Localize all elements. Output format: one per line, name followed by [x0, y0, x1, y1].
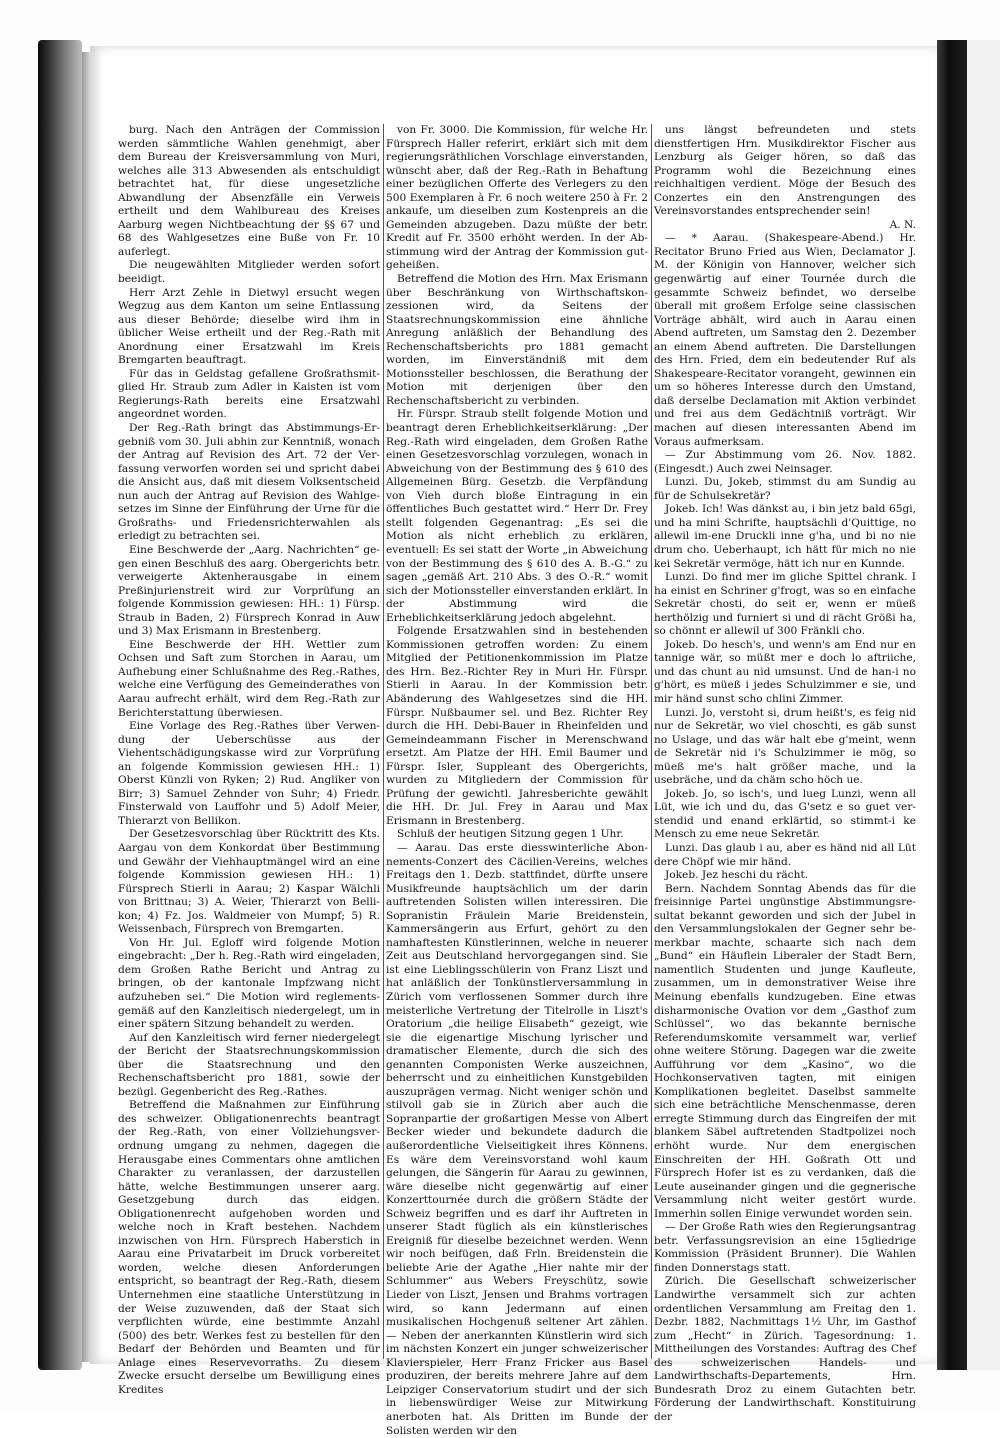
book-binding-right [937, 40, 967, 1370]
paragraph: Eine Beschwerde der HH. Wettler zum Ochsen und Saft zum Storchen in Aarau, um Aufhebung einer Schlußnahme des Reg.-Rathes, welche eine Verfügung des Gemeinderathes von Aarau aufrecht erhält, wird dem Reg.-Rath zur Berichterstattung überwiesen. [118, 638, 380, 719]
paragraph: Der Reg.-Rath bringt das Abstimmungs-Ergebniß vom 30. Juli abhin zur Kenntniß, wonach der Antrag auf Revision des Art. 72 der Verfassung verworfen worden sei und spricht dabei die Ansicht aus, daß mit diesem Volksentscheid nun auch der Antrag auf Revision des Wahlgesetzes im Sinne der Einführung der Urne für die Großraths- und Friedensrichterwahlen als erledigt zu betrachten sei. [118, 422, 380, 543]
newspaper-page [90, 46, 937, 1437]
paragraph: Herr Arzt Zehle in Dietwyl ersucht wegen Wegzug aus dem Kanton um seine Entlassung aus dieser Behörde; dieselbe wird ihm in üblicher Weise ertheilt und der Reg.-Rath mit Anordnung einer Ersatzwahl im Kreis Bremgarten beauftragt. [118, 286, 380, 367]
paragraph: Betreffend die Maßnahmen zur Einführung des schweizer. Obligationenrechts beantragt der Reg.-Rath, von einer Vollziehungsverordnung umgang zu nehmen, dagegen die Herausgabe eines Commentars ohne amtlichen Charakter zu veranlassen, der darzustellen hätte, welche Bestimmungen unserer aarg. Gesetzgebung durch das eidgen. Obligationenrecht aufgehoben worden und welche noch in Kraft bestehen. Nachdem inzwischen von Hrn. Fürsprech Haberstich in Aarau eine Privatarbeit im Druck vorbereitet worden, welche diesen Anforderungen entspricht, so beantragt der Reg.-Rath, diesem Unternehmen eine staatliche Unterstützung in der Weise zuzuwenden, daß der Staat sich verpflichten würde, eine bestimmte Anzahl (500) des betr. Werkes fest zu bestellen für den Bedarf der Behörden und Beamten und für Anlage eines Reservevorraths. Zu diesem Zwecke ersucht derselbe um Bewilligung eines Kredites [118, 1099, 380, 1396]
book-gutter-strip [82, 52, 90, 1362]
paragraph: burg. Nach den Anträgen der Commission werden sämmtliche Wahlen genehmigt, aber dem Bureau der Kreisversammlung von Muri, welches alle 313 Abwesenden als entschuldigt betrachtet hat, für diese ungesetzliche Abwandlung der Absenzfälle ein Verweis ertheilt und dem Wahlbureau des Kreises Aarburg wegen Nichtbeachtung der §§ 67 und 68 des Wahlgesetzes eine Buße von Fr. 10 auferlegt. [118, 124, 380, 258]
column-divider [651, 124, 652, 1359]
text-columns [118, 124, 930, 1437]
paragraph: Zürich. Die Gesellschaft schweizerischer Landwirthe versammelt sich zur achten ordentlichen Versammlung am Freitag den 1. Dezbr. 1882, Nachmittags 1½ Uhr, im Gasthof zum „Hecht“ in Zürich. Tagesordnung: 1. Mittheilungen des Vorstandes: Auftrag des Chef des schweizerischen Handels- und Landwirthschafts-Departements, Hrn. Bundesrath Droz zu einem Gutachten betr. Förderung der Landwirthschaft. Konstituirung der [654, 1275, 916, 1423]
next-page-edge [967, 40, 1000, 1370]
dialogue-line: Jokeb. Jez heschi du rächt. [665, 869, 809, 882]
paragraph: Eine Vorlage des Reg.-Rathes über Verwendung der Ueberschüsse aus der Viehentschädigungskasse wird zur Vorprüfung an folgende Kommission gewiesen HH.: 1) Oberst Künzli von Ryken; 2) Rud. Angliker von Birr; 3) Samuel Zehnder von Suhr; 4) Friedr. Finsterwald von Lauffohr und 5) Adolf Meier, Thierarzt von Bellikon. [118, 720, 380, 827]
paragraph: Der Gesetzesvorschlag über Rücktritt des Kts. Aargau von dem Konkordat über Bestimmung und Gewähr der Viehhauptmängel wird an eine folgende Kommission gewiesen HH.: 1) Fürsprech Stierli in Aarau; 2) Kaspar Wälchli von Brittnau; 3) A. Weier, Thierarzt von Bellikon; 4) Fz. Jos. Waldmeier von Mumpf; 5) R. Weissenbach, Fürsprech von Bremgarten. [118, 828, 380, 936]
column-3 [654, 124, 916, 1423]
dialogue-line: Jokeb. Ich! Was dänkst au, i bin jetz bald 65gi, und ha mini Schrifte, hauptsächli d'Quittige, no allewil im-ene Druckli inne g'ha, und bi no nie drum cho. Ueberhaupt, ich hätt für mich no nie kei Sekretär vermöge, hätt ich nur en Kunnde. [654, 503, 916, 570]
paragraph: Für das in Geldstag gefallene Großrathsmitglied Hr. Straub zum Adler in Kaisten ist vom Regierungs-Rath bereits eine Ersatzwahl angeordnet worden. [118, 367, 380, 421]
paragraph: Auf den Kanzleitisch wird ferner niedergelegt der Bericht der Staatsrechnungskommission über die Staatsrechnung und den Rechenschaftsbericht pro 1881, sowie der bezügl. Gegenbericht des Reg.-Rathes. [118, 1031, 380, 1098]
column-1 [118, 124, 380, 1396]
paragraph: Die neugewählten Mitglieder werden sofort beeidigt. [118, 259, 380, 286]
signature-initials: A. N. [889, 218, 916, 231]
paragraph: — Der Große Rath wies den Regierungsantrag betr. Verfassungsrevision an eine 15gliedrige Kommission (Präsident Brunner). Die Wahlen finden Donnerstags statt. [654, 1221, 916, 1274]
paragraph: Schluß der heutigen Sitzung gegen 1 Uhr. [397, 828, 624, 841]
paragraph: von Fr. 3000. Die Kommission, für welche Hr. Fürsprech Haller referirt, erklärt sich mit dem regierungsräthlichen Vorschlage einverstanden, wünscht aber, daß der Reg.-Rath in Behaftung einer bezüglichen Offerte des Verlegers zu den 500 Exemplaren à Fr. 6 noch weitere 250 à Fr. 2 ankaufe, um dieselben zum Kostenpreis an die Gemeinden abzugeben. Dazu müßte der betr. Kredit auf Fr. 3500 erhöht werden. In der Abstimmung wird der Antrag der Kommission gutgeheißen. [386, 124, 648, 272]
paragraph: — * Aarau. (Shakespeare-Abend.) Hr. Recitator Bruno Fried aus Wien, Declamator J. M. der Königin von Hannover, welcher sich gegenwärtig auf einer Tournée durch die gesammte Schweiz befindet, wo derselbe überall mit großem Erfolge seine classischen Vorträge abhält, wird auch in Aarau einen Abend auftreten, um Samstag den 2. Dezember an einem Abend auftreten. Die Darstellungen des Hrn. Fried, dem ein bedeutender Ruf als Shakespeare-Recitator vorangeht, gewinnen ein um so höheres Interesse durch den Umstand, daß derselbe Declamation mit Aktion verbindet und frei aus dem Gedächtniß vorträgt. Wir machen auf diesen interessanten Abend im Voraus aufmerksam. [654, 232, 916, 448]
dialogue-line: Lunzi. Das glaub i au, aber es händ nid all Lüt dere Chöpf wie mir händ. [654, 841, 916, 868]
book-binding-left [38, 40, 82, 1370]
paragraph: Von Hr. Jul. Egloff wird folgende Motion eingebracht: „Der h. Reg.-Rath wird eingeladen, dem Großen Rathe Bericht und Antrag zu bringen, ob der kantonale Impfzwang nicht aufzuheben sei.“ Die Motion wird reglementsgemäß auf den Kanzleitisch niedergelegt, um in einer spätern Sitzung behandelt zu werden. [118, 936, 380, 1031]
paragraph: Bern. Nachdem Sonntag Abends das für die freisinnige Partei ungünstige Abstimmungsresultat bekannt geworden und sich der Jubel in den Versammlungslokalen der Gegner sehr bemerkbar machte, schaarte sich nach dem „Bund“ ein Häuflein Liberaler der Stadt Bern, namentlich Studenten und junge Kaufleute, zusammen, um in demonstrativer Weise ihre Meinung ebenfalls kundzugeben. Eine etwas disharmonische Ovation vor dem „Gasthof zum Schlüssel“, wo das bekannte bernische Referendumskomite versammelt war, verlief ohne weitere Störung. Dagegen war die zweite Aufführung vor dem „Kasino“, wo die Hochkonservativen tagten, mit einigen Komplikationen begleitet. Daselbst sammelte sich eine beträchtliche Menschenmasse, deren erregte Stimmung durch das Eingreifen der mit blankem Säbel auftretenden Stadtpolizei noch erhöht wurde. Nur dem energischen Einschreiten der HH. Goßrath Ott und Fürsprech Hofer ist es zu verdanken, daß die Leute auseinander gingen und die gegnerische Versammlung nicht weiter gestört wurde. Immerhin sollen Einige verwundet worden sein. [654, 882, 916, 1220]
paragraph: Eine Beschwerde der „Aarg. Nachrichten“ gegen einen Beschluß des aarg. Obergerichts betr. verweigerte Aktenherausgabe in einem Preßinjurienstreit wird zur Vorprüfung an folgende Kommission gewiesen: HH.: 1) Fürsp. Straub in Baden, 2) Fürsprech Konrad in Auw und 3) Max Erismann in Brestenberg. [118, 543, 380, 638]
dialogue-line: Lunzi. Du, Jokeb, stimmst du am Sundig au für de Schulsekretär? [654, 476, 916, 502]
paragraph: — Aarau. Das erste diesswinterliche Abonnements-Conzert des Cäcilien-Vereins, welches Freitags den 1. Dezb. stattfindet, dürfte unsere Musikfreunde hauptsächlich um der darin auftretenden Solisten willen interessiren. Die Sopranistin Fräulein Marie Breidenstein, Kammersängerin aus Erfurt, gehört zu den namhaftesten Künstlerinnen, welche in neuerer Zeit aus Deutschland hervorgegangen sind. Sie ist eine Lieblingsschülerin von Franz Liszt und hat anläßlich der Tonkünstlerversammlung in Zürich vom verflossenen Sommer durch ihre meisterliche Vertretung der Titelrolle in Liszt's Oratorium „die heilige Elisabeth“ gezeigt, wie sie die eigenartige Mischung lyrischer und dramatischer Elemente, durch die sich des genannten Componisten Werke auszeichnen, beherrscht und zu einheitlichen Kunstgebilden auszuprägen vermag. Nicht weniger schön und stilvoll gab sie in Zürich aber auch die Sopranpartie der großartigen Messe von Albert Becker wieder und bekundete dadurch die außerordentliche Vielseitigkeit ihres Könnens. Es wäre dem Vereinsvorstand wohl kaum gelungen, die Sängerin für Aarau zu gewinnen, wäre dieselbe nicht gegenwärtig auf einer Konzerttournée durch die größern Städte der Schweiz begriffen und es darf ihr Auftreten in unserer Stadt füglich als ein künstlerisches Ereigniß für dieselbe bezeichnet werden. Wenn wir noch beifügen, daß Frln. Breidenstein die beliebte Arie der Agathe „Hier nahte mir der Schlummer“ aus Webers Freyschütz, sowie Lieder von Liszt, Jensen und Brahms vortragen wird, so kann Jedermann auf einen musikalischen Hochgenuß seltener Art zählen. — Neben der anerkannten Künstlerin wird sich im nächsten Konzert ein junger schweizerischer Klavierspieler, Herr Franz Fricker aus Basel produziren, der bereits mehrere Jahre auf dem Leipziger Conservatorium studirt und der sich in liebenswürdiger Weise zur Mitwirkung anerboten hat. Als Dritten im Bunde der Solisten werden wir den [386, 841, 648, 1437]
dialogue-line: Lunzi. Jo, verstoht si, drum heißt's, es feig nid nur de Sekretär, wo viel choschti, es gäb sunst no Uslage, und das wär halt ebe g'meint, wenn de Sekretär nid i's Schulzimmer ie mög, so müeß me's halt größer mache, und la usebräche, und da chäm scho höch ue. [654, 706, 916, 787]
dialogue-line: Jokeb. Jo, so isch's, und lueg Lunzi, wenn all Lüt, wie ich und du, das G'setz e so guet verstendid und enand erklärtid, so stimmt-i ke Mensch zu eme neue Sekretär. [654, 787, 916, 841]
paragraph: Hr. Fürspr. Straub stellt folgende Motion und beantragt deren Erheblichkeitserklärung: „Der Reg.-Rath wird eingeladen, dem Großen Rathe einen Gesetzesvorschlag vorzulegen, wonach in Abweichung von der Bestimmung des § 610 des Allgemeinen Bürg. Gesetzb. die Verpfändung von Vieh durch bloße Eintragung in ein öffentliches Buch gestattet wird.“ Herr Dr. Frey stellt folgenden Gegenantrag: „Es sei die Motion als nicht erheblich zu erklären, eventuell: Es sei statt der Worte „in Abweichung von der Bestimmung des § 610 des A. B.-G.“ zu sagen „gemäß Art. 210 Abs. 3 des O.-R.“ womit sich der Motionssteller einverstanden erklärt. In der Abstimmung wird die Erheblichkeitserklärung jedoch abgelehnt. [386, 408, 648, 624]
dialogue-line: Jokeb. Do hesch's, und wenn's am End nur en tannige wär, so müßt mer e doch lo aftriiche, und das chunt au nid umsunst. Und de han-i no g'hört, es müeß i jedes Schulzimmer e sie, und mir händ sunst scho chlini Zimmer. [654, 638, 916, 705]
paragraph: uns längst befreundeten und stets dienstfertigen Hrn. Musikdirektor Fischer aus Lenzburg als Geiger hören, so daß das Programm wohl die Bezeichnung eines reichhaltigen verdient. Möge der Besuch des Conzertes ein den Anstrengungen des Vereinsvorstandes entsprechender sein! [654, 124, 916, 218]
dialogue-line: Lunzi. Do find mer im gliche Spittel chrank. I ha einist en Schriner g'frogt, was so en einfache Sekretär chosti, do seit er, wenn er müeß herthölzig und furniert si und di rächt Größi ha, so chönnt er allewil uf 300 Fränkli cho. [654, 571, 916, 638]
column-divider [383, 124, 384, 1359]
paragraph: Betreffend die Motion des Hrn. Max Erismann über Beschränkung von Wirthschaftskonzessionen wird, da Seitens der Staatsrechnungskommission eine ähnliche Anregung anläßlich der Behandlung des Rechenschaftsberichts pro 1881 gemacht worden, im Einverständniß mit dem Motionssteller beschlossen, die Berathung der Motion mit derjenigen über den Rechenschaftsbericht zu verbinden. [386, 273, 648, 407]
paragraph: — Zur Abstimmung vom 26. Nov. 1882. (Eingesdt.) Auch zwei Neinsager. [654, 449, 916, 475]
paragraph: Folgende Ersatzwahlen sind in bestehenden Kommissionen getroffen worden: Zu einem Mitglied der Petitionenkommission im Platze des Hrn. Bez.-Richter Rey in Muri Hr. Fürspr. Stierli in Aarau. In der Kommission betr. Abänderung des Wahlgesetzes sind die HH. Fürspr. Nußbaumer sel. und Bez. Richter Rey durch die HH. Debi-Bauer in Rheinfelden und Gemeindeammann Fischer in Merenschwand ersetzt. Am Platze der HH. Emil Baumer und Fürspr. Isler, Suppleant des Obergerichts, wurden zu Mitgliedern der Commission für Prüfung der gewichtl. Jahresberichte gewählt die HH. Dr. Jul. Frey in Aarau und Max Erismann in Brestenberg. [386, 625, 648, 827]
column-2 [386, 124, 648, 1437]
